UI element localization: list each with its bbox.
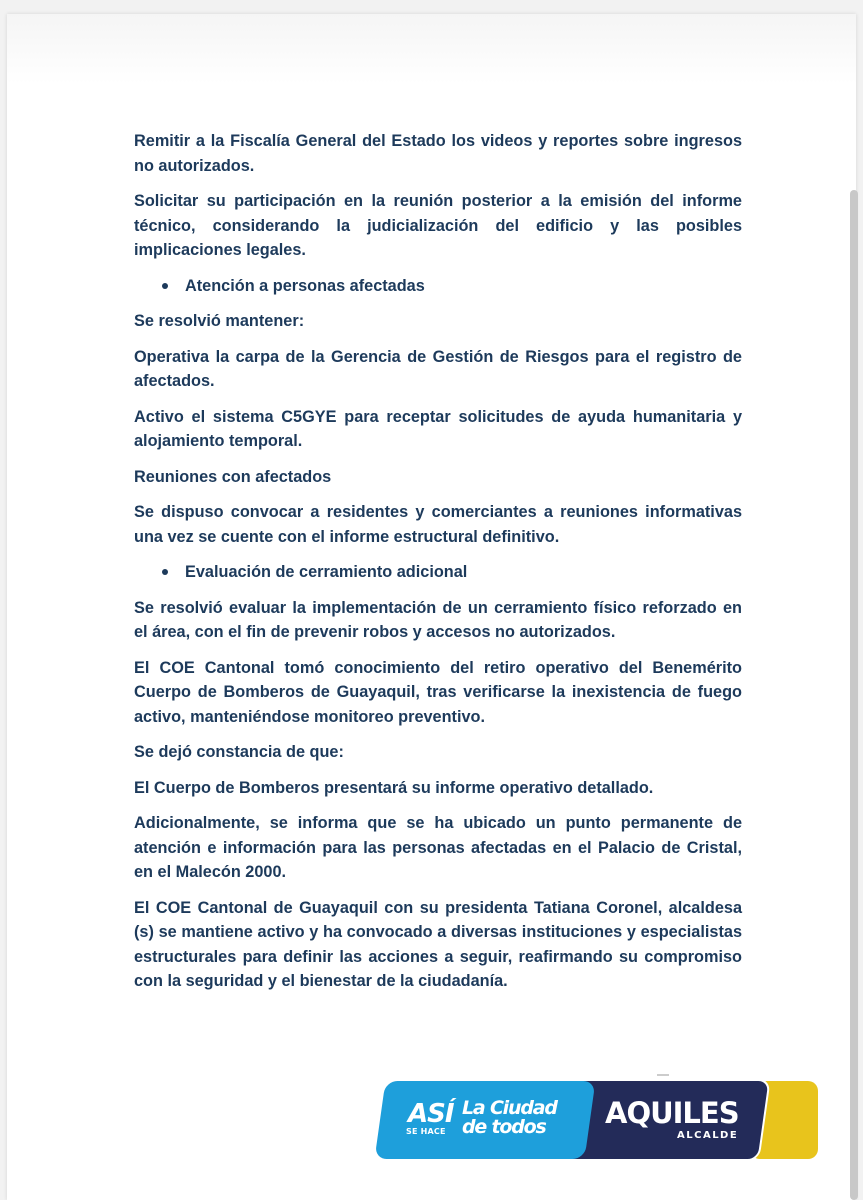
bullet-dot-icon xyxy=(162,283,168,289)
divider xyxy=(657,1074,669,1076)
paragraph: Operativa la carpa de la Gerencia de Gestión de Riesgos para el registro de afectados. xyxy=(134,347,742,390)
paragraph: Se dispuso convocar a residentes y comerciantes a reuniones informativas una vez se cuente con el informe estructural definitivo. xyxy=(134,503,742,546)
paragraph: Activo el sistema C5GYE para receptar solicitudes de ayuda humanitaria y alojamiento temporal. xyxy=(134,407,742,450)
paragraph: Remitir a la Fiscalía General del Estado los videos y reportes sobre ingresos no autorizados. xyxy=(134,132,742,175)
page-top-shadow xyxy=(7,14,856,84)
paragraph: Solicitar su participación en la reunión posterior a la emisión del informe técnico, considerando la judicialización del edificio y las posibles implicaciones legales. xyxy=(134,192,742,259)
paragraph: El COE Cantonal tomó conocimiento del retiro operativo del Benemérito Cuerpo de Bomberos de Guayaquil, tras verificarse la inexistencia de fuego activo, manteniéndose monitoreo preventivo. xyxy=(134,658,742,726)
campaign-logo xyxy=(380,1079,820,1161)
paragraph: El Cuerpo de Bomberos presentará su informe operativo detallado. xyxy=(134,778,654,797)
logo-se-hace-text: SE HACE xyxy=(406,1127,446,1136)
paragraph: El COE Cantonal de Guayaquil con su presidenta Tatiana Coronel, alcaldesa (s) se mantiene activo y ha convocado a diversas instituciones y especialistas estructurales para definir las acciones a seguir, reafirmando su compromiso con la seguridad y el bienestar de la ciudadanía. xyxy=(134,898,742,990)
document-page xyxy=(7,14,856,1200)
logo-asi-text: ASÍ xyxy=(408,1099,454,1129)
bullet-item xyxy=(134,560,742,585)
paragraph: Adicionalmente, se informa que se ha ubicado un punto permanente de atención e información para las personas afectadas en el Palacio de Cristal, en el Malecón 2000. xyxy=(134,814,742,881)
scrollbar[interactable] xyxy=(850,190,858,1200)
bullet-dot-icon xyxy=(162,569,168,575)
logo-la-ciudad-text: La Ciudad xyxy=(462,1097,557,1119)
bullet-text: Evaluación de cerramiento adicional xyxy=(185,563,468,581)
bullet-text: Atención a personas afectadas xyxy=(185,276,425,295)
paragraph: Reuniones con afectados xyxy=(134,467,332,486)
document-body xyxy=(134,129,742,1005)
logo-name-text: AQUILES xyxy=(605,1096,739,1130)
paragraph: Se resolvió mantener: xyxy=(134,312,305,330)
paragraph: Se resolvió evaluar la implementación de un cerramiento físico reforzado en el área, con el fin de prevenir robos y accesos no autorizados. xyxy=(134,598,742,641)
logo-role-text: ALCALDE xyxy=(677,1130,739,1141)
logo-de-todos-text: de todos xyxy=(462,1116,546,1138)
paragraph: Se dejó constancia de que: xyxy=(134,743,344,761)
bullet-item xyxy=(134,274,742,299)
